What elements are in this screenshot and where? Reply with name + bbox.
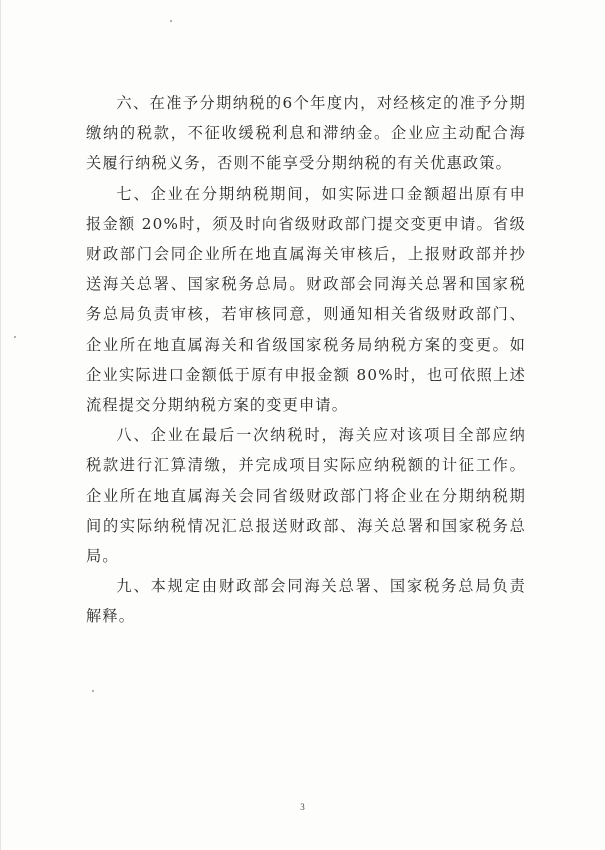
paragraph-nine: 九、本规定由财政部会同海关总署、国家税务总局负责解释。: [86, 577, 526, 626]
scan-speck: [92, 690, 94, 692]
paragraph-eight: 八、企业在最后一次纳税时，海关应对该项目全部应纳税款进行汇算清缴，并完成项目实际应纳税额的计征工作。企业所在地直属海关会同省级财政部门将企业在分期纳税期间的实际纳税情况汇总报送财政部、海关总署和国家税务总局。: [86, 426, 526, 566]
page-number: 3: [300, 802, 305, 812]
document-body: [86, 88, 526, 632]
paragraph-six: 六、在准予分期纳税的6个年度内，对经核定的准予分期缴纳的税款，不征收缓税利息和滞纳金。企业应主动配合海关履行纳税义务，否则不能享受分期纳税的有关优惠政策。: [86, 94, 526, 173]
paragraph-seven: 七、企业在分期纳税期间，如实际进口金额超出原有申报金额 20%时，须及时向省级财政部门提交变更申请。省级财政部门会同企业所在地直属海关审核后，上报财政部并抄送海关总署、国家税务总局。财政部会同海关总署和国家税务总局负责审核，若审核同意，则通知相关省级财政部门、企业所在地直属海关和省级国家税务局纳税方案的变更。如企业实际进口金额低于原有申报金额 80%时，也可依照上述流程提交分期纳税方案的变更申请。: [86, 184, 526, 415]
scan-speck: [14, 336, 16, 338]
scan-speck: [170, 20, 172, 22]
page-edge: [0, 0, 1, 850]
